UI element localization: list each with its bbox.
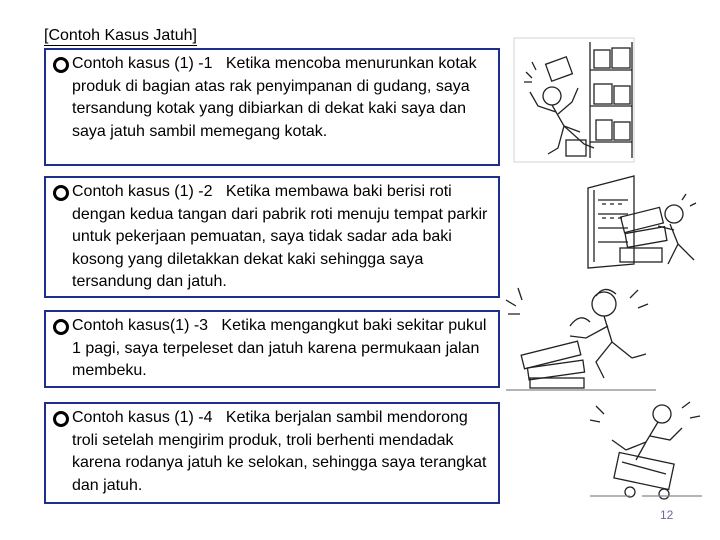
- case-label: Contoh kasus (1) -1: [72, 55, 213, 72]
- case-text: Ketika membawa baki berisi roti dengan kedua tangan dari pabrik roti menuju tempat parkir untuk pekerjaan pemuatan, saya tidak sadar ada baki kosong yang diletakkan dekat kaki sehingga saya tersandung dan jatuh.: [72, 183, 488, 291]
- circle-bullet-icon: [53, 57, 69, 73]
- case-label: Contoh kasus(1) -3: [72, 317, 209, 334]
- falling-from-shelf-illustration: [508, 36, 640, 166]
- circle-bullet-icon: [53, 319, 69, 335]
- slipping-on-ice-illustration: [500, 278, 660, 398]
- case-box-2: [44, 176, 500, 298]
- circle-bullet-icon: [53, 411, 69, 427]
- page-number: 12: [660, 508, 674, 522]
- case-text: Ketika berjalan sambil mendorong troli setelah mengirim produk, troli berhenti mendadak karena rodanya jatuh ke selokan, sehingga saya terangkat dan jatuh.: [72, 409, 487, 494]
- case-label: Contoh kasus (1) -4: [72, 409, 213, 426]
- case-box-1: [44, 48, 500, 166]
- case-label: Contoh kasus (1) -2: [72, 183, 213, 200]
- case-text: Ketika mengangkut baki sekitar pukul 1 pagi, saya terpeleset dan jatuh karena permukaan jalan membeku.: [72, 317, 487, 380]
- case-box-4: [44, 402, 500, 504]
- circle-bullet-icon: [53, 185, 69, 201]
- cart-fall-illustration: [586, 396, 708, 502]
- case-box-3: [44, 310, 500, 388]
- case-text: Ketika mencoba menurunkan kotak produk di bagian atas rak penyimpanan di gudang, saya tersandung kotak yang dibiarkan di dekat kaki saya dan saya jatuh sambil memegang kotak.: [72, 55, 477, 140]
- carrying-bread-tray-illustration: [582, 170, 704, 270]
- slide-title: [Contoh Kasus Jatuh]: [44, 27, 197, 44]
